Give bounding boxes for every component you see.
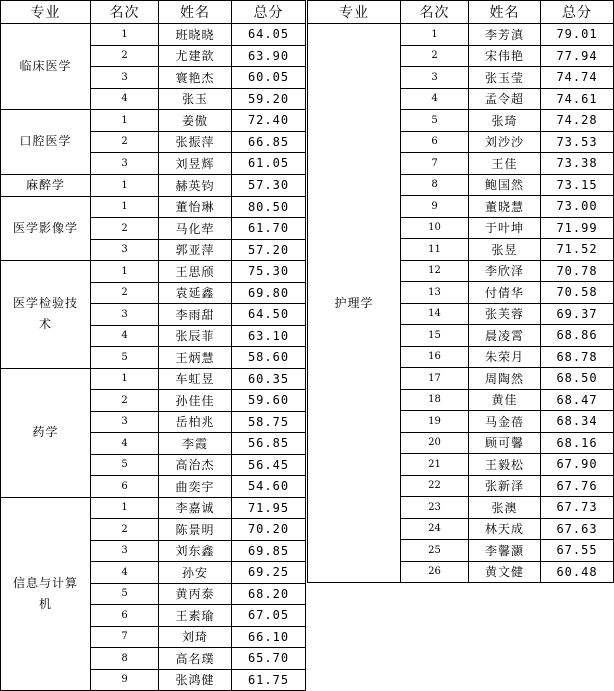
- score-cell: 66.85: [232, 131, 306, 153]
- name-cell: 顾可馨: [469, 432, 541, 454]
- rank-cell: 20: [401, 432, 469, 454]
- rank-cell: 1: [91, 368, 159, 390]
- score-cell: 68.20: [232, 583, 306, 605]
- score-cell: 59.20: [232, 88, 306, 110]
- rank-cell: 25: [401, 540, 469, 562]
- name-cell: 尤建歆: [159, 45, 232, 67]
- table-row: [1, 24, 306, 46]
- table-row: [1, 497, 306, 519]
- rank-cell: 8: [91, 648, 159, 670]
- name-cell: 于叶坤: [469, 217, 541, 239]
- rank-cell: 7: [401, 153, 469, 175]
- rank-cell: 2: [91, 282, 159, 304]
- rank-cell: 1: [91, 261, 159, 283]
- name-cell: 张鸿健: [159, 669, 232, 691]
- score-cell: 74.28: [541, 110, 614, 132]
- rank-cell: 7: [91, 626, 159, 648]
- name-cell: 寰艳杰: [159, 67, 232, 89]
- score-cell: 73.53: [541, 131, 614, 153]
- score-cell: 72.40: [232, 110, 306, 132]
- score-cell: 67.73: [541, 497, 614, 519]
- name-cell: 黄佳: [469, 389, 541, 411]
- name-cell: 岳柏兆: [159, 411, 232, 433]
- rank-cell: 3: [91, 239, 159, 261]
- name-cell: 林天成: [469, 518, 541, 540]
- score-cell: 69.85: [232, 540, 306, 562]
- table-row: [1, 174, 306, 196]
- rank-cell: 2: [91, 45, 159, 67]
- header-name: 姓名: [469, 1, 541, 24]
- score-cell: 66.10: [232, 626, 306, 648]
- name-cell: 孙安: [159, 562, 232, 584]
- score-cell: 67.05: [232, 605, 306, 627]
- score-cell: 57.30: [232, 174, 306, 196]
- score-cell: 61.70: [232, 218, 306, 240]
- major-cell: 麻醉学: [1, 174, 91, 196]
- name-cell: 黄文健: [469, 561, 541, 583]
- rank-cell: 15: [401, 325, 469, 347]
- score-cell: 61.05: [232, 153, 306, 175]
- score-cell: 57.20: [232, 239, 306, 261]
- score-cell: 74.61: [541, 88, 614, 110]
- score-cell: 70.78: [541, 260, 614, 282]
- rank-cell: 4: [401, 88, 469, 110]
- name-cell: 张玉: [159, 88, 232, 110]
- header-name: 姓名: [159, 1, 232, 24]
- score-cell: 68.86: [541, 325, 614, 347]
- score-cell: 56.45: [232, 454, 306, 476]
- rank-cell: 1: [91, 110, 159, 132]
- major-cell: 药学: [1, 368, 91, 497]
- score-cell: 56.85: [232, 433, 306, 455]
- name-cell: 张昱: [469, 239, 541, 261]
- header-score: 总分: [541, 1, 614, 24]
- name-cell: 周陶然: [469, 368, 541, 390]
- name-cell: 李芳滇: [469, 24, 541, 46]
- name-cell: 刘琦: [159, 626, 232, 648]
- rank-cell: 3: [401, 67, 469, 89]
- rank-cell: 5: [401, 110, 469, 132]
- rank-cell: 10: [401, 217, 469, 239]
- rank-cell: 1: [91, 24, 159, 46]
- name-cell: 张芙蓉: [469, 303, 541, 325]
- rank-cell: 6: [401, 131, 469, 153]
- rank-cell: 26: [401, 561, 469, 583]
- rank-cell: 3: [91, 411, 159, 433]
- score-cell: 68.78: [541, 346, 614, 368]
- score-cell: 73.38: [541, 153, 614, 175]
- rank-cell: 6: [91, 605, 159, 627]
- rank-cell: 4: [91, 325, 159, 347]
- rank-cell: 5: [91, 454, 159, 476]
- header-score: 总分: [232, 1, 306, 24]
- rank-cell: 17: [401, 368, 469, 390]
- score-cell: 70.20: [232, 519, 306, 541]
- name-cell: 王素瑜: [159, 605, 232, 627]
- major-cell: 口腔医学: [1, 110, 91, 175]
- rank-cell: 2: [401, 45, 469, 67]
- score-cell: 67.63: [541, 518, 614, 540]
- rank-cell: 1: [401, 24, 469, 46]
- name-cell: 曲奕宇: [159, 476, 232, 498]
- score-cell: 71.95: [232, 497, 306, 519]
- header-rank: 名次: [401, 1, 469, 24]
- table-row: [308, 24, 614, 46]
- rank-cell: 4: [91, 88, 159, 110]
- name-cell: 张玉莹: [469, 67, 541, 89]
- name-cell: 陈景明: [159, 519, 232, 541]
- major-cell: 医学影像学: [1, 196, 91, 261]
- name-cell: 朱荣月: [469, 346, 541, 368]
- score-cell: 64.05: [232, 24, 306, 46]
- table-row: [1, 261, 306, 283]
- name-cell: 鲍国然: [469, 174, 541, 196]
- name-cell: 宋伟艳: [469, 45, 541, 67]
- rank-cell: 14: [401, 303, 469, 325]
- score-cell: 73.15: [541, 174, 614, 196]
- rank-cell: 22: [401, 475, 469, 497]
- rank-cell: 9: [91, 669, 159, 691]
- name-cell: 张辰菲: [159, 325, 232, 347]
- rank-cell: 3: [91, 67, 159, 89]
- rank-cell: 19: [401, 411, 469, 433]
- score-cell: 75.30: [232, 261, 306, 283]
- name-cell: 班晓晓: [159, 24, 232, 46]
- name-cell: 刘沙沙: [469, 131, 541, 153]
- left-score-table: [0, 0, 306, 691]
- name-cell: 李馨灏: [469, 540, 541, 562]
- rank-cell: 3: [91, 304, 159, 326]
- rank-cell: 6: [91, 476, 159, 498]
- score-cell: 68.34: [541, 411, 614, 433]
- score-cell: 67.55: [541, 540, 614, 562]
- major-cell: 医学检验技术: [1, 261, 91, 369]
- name-cell: 李欣泽: [469, 260, 541, 282]
- score-cell: 54.60: [232, 476, 306, 498]
- rank-cell: 2: [91, 218, 159, 240]
- name-cell: 董晓慧: [469, 196, 541, 218]
- name-cell: 张新泽: [469, 475, 541, 497]
- score-cell: 60.48: [541, 561, 614, 583]
- score-cell: 58.75: [232, 411, 306, 433]
- score-cell: 68.47: [541, 389, 614, 411]
- score-cell: 60.35: [232, 368, 306, 390]
- name-cell: 晨凌霄: [469, 325, 541, 347]
- score-cell: 63.90: [232, 45, 306, 67]
- name-cell: 孙佳佳: [159, 390, 232, 412]
- name-cell: 王毅松: [469, 454, 541, 476]
- name-cell: 王炳慧: [159, 347, 232, 369]
- major-cell: 信息与计算机: [1, 497, 91, 691]
- major-cell: 护理学: [308, 24, 401, 583]
- name-cell: 车虹昱: [159, 368, 232, 390]
- score-cell: 77.94: [541, 45, 614, 67]
- rank-cell: 23: [401, 497, 469, 519]
- name-cell: 孟令超: [469, 88, 541, 110]
- rank-cell: 21: [401, 454, 469, 476]
- score-cell: 68.16: [541, 432, 614, 454]
- score-cell: 58.60: [232, 347, 306, 369]
- name-cell: 高治杰: [159, 454, 232, 476]
- name-cell: 王思颀: [159, 261, 232, 283]
- name-cell: 郭亚萍: [159, 239, 232, 261]
- name-cell: 李嘉诚: [159, 497, 232, 519]
- score-cell: 60.05: [232, 67, 306, 89]
- rank-cell: 11: [401, 239, 469, 261]
- name-cell: 刘昱辉: [159, 153, 232, 175]
- name-cell: 刘东鑫: [159, 540, 232, 562]
- name-cell: 张振萍: [159, 131, 232, 153]
- header-rank: 名次: [91, 1, 159, 24]
- name-cell: 马金蓓: [469, 411, 541, 433]
- rank-cell: 16: [401, 346, 469, 368]
- rank-cell: 9: [401, 196, 469, 218]
- name-cell: 马化荦: [159, 218, 232, 240]
- score-cell: 71.99: [541, 217, 614, 239]
- rank-cell: 12: [401, 260, 469, 282]
- score-cell: 80.50: [232, 196, 306, 218]
- score-cell: 69.37: [541, 303, 614, 325]
- rank-cell: 13: [401, 282, 469, 304]
- name-cell: 王佳: [469, 153, 541, 175]
- table-row: [1, 368, 306, 390]
- name-cell: 付倩华: [469, 282, 541, 304]
- rank-cell: 24: [401, 518, 469, 540]
- name-cell: 姜傲: [159, 110, 232, 132]
- score-cell: 65.70: [232, 648, 306, 670]
- name-cell: 张澳: [469, 497, 541, 519]
- rank-cell: 2: [91, 519, 159, 541]
- rank-cell: 2: [91, 390, 159, 412]
- score-cell: 67.76: [541, 475, 614, 497]
- rank-cell: 3: [91, 540, 159, 562]
- name-cell: 黄丙泰: [159, 583, 232, 605]
- rank-cell: 1: [91, 196, 159, 218]
- score-cell: 68.50: [541, 368, 614, 390]
- right-score-table: [307, 0, 614, 583]
- score-cell: 64.50: [232, 304, 306, 326]
- score-cell: 59.60: [232, 390, 306, 412]
- rank-cell: 3: [91, 153, 159, 175]
- score-cell: 67.90: [541, 454, 614, 476]
- rank-cell: 8: [401, 174, 469, 196]
- rank-cell: 5: [91, 347, 159, 369]
- rank-cell: 1: [91, 174, 159, 196]
- rank-cell: 4: [91, 433, 159, 455]
- header-major: 专业: [308, 1, 401, 24]
- rank-cell: 18: [401, 389, 469, 411]
- score-cell: 79.01: [541, 24, 614, 46]
- score-cell: 63.10: [232, 325, 306, 347]
- name-cell: 董怡琳: [159, 196, 232, 218]
- rank-cell: 1: [91, 497, 159, 519]
- name-cell: 李雨甜: [159, 304, 232, 326]
- rank-cell: 5: [91, 583, 159, 605]
- major-cell: 临床医学: [1, 24, 91, 110]
- score-cell: 69.80: [232, 282, 306, 304]
- score-cell: 74.74: [541, 67, 614, 89]
- name-cell: 高名璞: [159, 648, 232, 670]
- name-cell: 李霞: [159, 433, 232, 455]
- name-cell: 赫英钧: [159, 174, 232, 196]
- score-cell: 69.25: [232, 562, 306, 584]
- score-cell: 61.75: [232, 669, 306, 691]
- score-cell: 71.52: [541, 239, 614, 261]
- score-cell: 70.58: [541, 282, 614, 304]
- header-major: 专业: [1, 1, 91, 24]
- name-cell: 袁延鑫: [159, 282, 232, 304]
- name-cell: 张琦: [469, 110, 541, 132]
- rank-cell: 2: [91, 131, 159, 153]
- score-cell: 73.00: [541, 196, 614, 218]
- table-row: [1, 110, 306, 132]
- table-row: [1, 196, 306, 218]
- rank-cell: 4: [91, 562, 159, 584]
